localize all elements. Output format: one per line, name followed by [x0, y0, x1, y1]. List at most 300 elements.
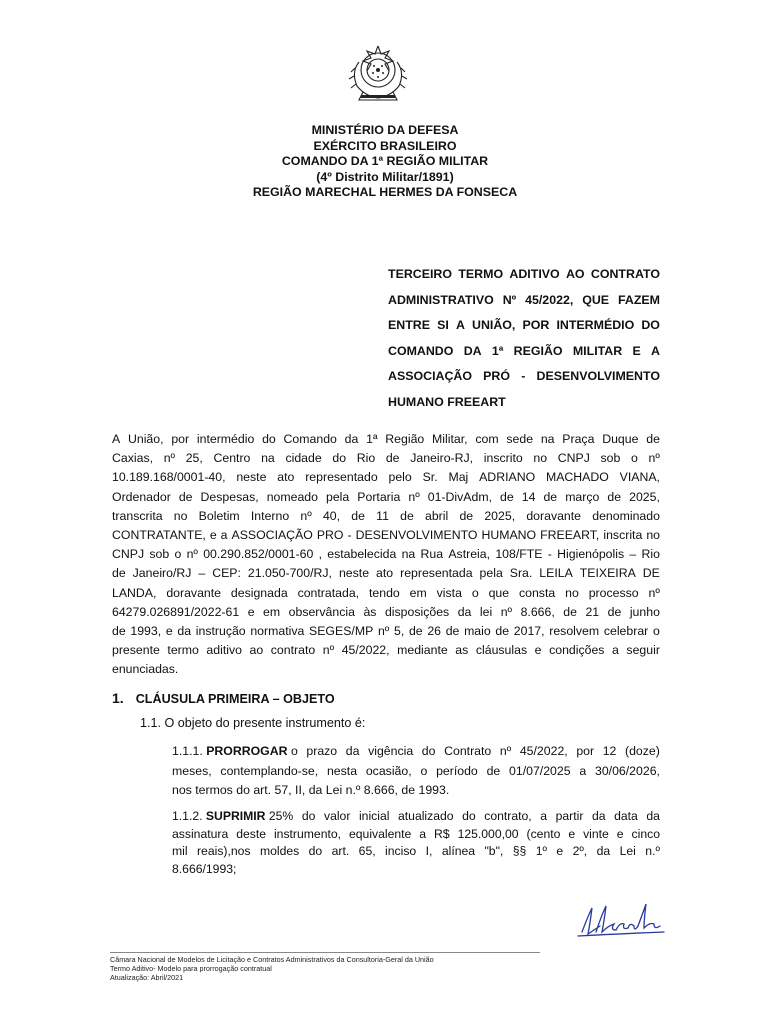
word: 2025, [629, 489, 660, 504]
word: cinco [631, 826, 660, 841]
word: presente [112, 643, 160, 658]
word: CONTRATANTE, [112, 528, 206, 543]
word: a [612, 643, 619, 658]
word: da [177, 624, 192, 639]
word: HUMANO FREEART [388, 394, 506, 409]
word: instrumento, [273, 826, 342, 841]
word: vista [436, 585, 462, 600]
word: A [112, 432, 121, 446]
preamble-paragraph [112, 430, 660, 680]
word: de [459, 508, 474, 523]
word: Duque [602, 432, 639, 446]
item-number: 1.1.1. [172, 744, 203, 758]
word: que [488, 585, 510, 600]
word: nº [648, 451, 660, 466]
word: lei [479, 604, 493, 619]
word: ato [277, 470, 295, 485]
word: vinte [583, 826, 609, 841]
word: 01-DivAdm, [427, 489, 492, 504]
word: CEP: [212, 566, 241, 581]
word: sob [600, 451, 621, 466]
word: e [534, 643, 542, 658]
item-keyword: SUPRIMIR [205, 809, 266, 823]
item-number: 1.1.2. [172, 809, 203, 823]
word: o [174, 547, 182, 562]
word: da [646, 809, 660, 823]
word: nº [186, 547, 198, 562]
word: LANDA, [112, 585, 157, 600]
word: por [171, 432, 190, 446]
text-line [388, 364, 660, 390]
word: I, [425, 844, 433, 858]
item-1-1: 1.1. O objeto do presente instrumento é: [140, 716, 366, 730]
word: Nº [502, 292, 517, 307]
word: – [629, 547, 637, 562]
word: Ordenador [112, 489, 171, 504]
word: no [533, 451, 548, 466]
word: Interno [250, 508, 290, 523]
word: , [318, 547, 322, 562]
word: União, [127, 432, 164, 446]
word: (cento [526, 826, 561, 841]
word: cidade [285, 451, 322, 466]
word: - [547, 547, 552, 562]
word: condições [549, 643, 605, 658]
word: 11 [376, 508, 389, 523]
word: instrução [195, 624, 246, 639]
word: Janeiro-RJ, [410, 451, 474, 466]
text-line [112, 449, 660, 468]
word: ocasião, [365, 763, 412, 778]
word: 1ª [491, 343, 504, 358]
word: de [112, 566, 126, 581]
word: POR [522, 318, 550, 332]
word: Região [385, 432, 425, 446]
contract-summary [388, 262, 660, 415]
page-footer [110, 955, 434, 982]
word: nº [377, 624, 390, 639]
word: 21 [585, 604, 600, 619]
clause-number: 1. [112, 690, 124, 706]
word: do [332, 451, 347, 466]
word: DE [642, 566, 660, 581]
word: - [521, 369, 526, 383]
word: abril [425, 508, 449, 523]
word: 26 [427, 624, 441, 639]
word: A [651, 343, 660, 358]
word: na [261, 451, 275, 466]
text-line [172, 843, 660, 861]
word: Sr. [422, 470, 438, 485]
word: de [351, 508, 365, 523]
word: TERMO [458, 267, 504, 281]
word: SI [437, 318, 449, 332]
footer-line: Atualização: Abril/2021 [110, 973, 184, 982]
word: nomeado [266, 489, 318, 504]
word: com [475, 432, 499, 446]
text-line [172, 826, 660, 844]
letterhead [200, 123, 570, 201]
word: MILITAR [572, 343, 623, 358]
item-1-1-2 [172, 808, 660, 878]
word: REGIÃO [513, 343, 563, 358]
word: 21.050-700/RJ, [247, 566, 332, 581]
word: 45/2022, [341, 643, 390, 658]
word: o [420, 763, 428, 778]
word: CNPJ [557, 451, 590, 466]
letterhead-line: MINISTÉRIO DA DEFESA [311, 123, 459, 137]
word: COMANDO [388, 343, 454, 358]
word: 2025, [484, 508, 516, 523]
word: consta [518, 585, 556, 600]
word: Rua [420, 547, 444, 562]
word: alínea [441, 844, 476, 858]
footer-line: Termo Aditivo- Modelo para prorrogação contratual [110, 964, 272, 973]
text-line [172, 808, 660, 826]
clause-title: CLÁUSULA PRIMEIRA – OBJETO [135, 692, 335, 706]
text-line [112, 430, 660, 449]
word: 10.189.168/0001-40, [112, 470, 226, 485]
word: nos termos do art. 57, II, da Lei n.º 8.666, de 1993. [172, 783, 450, 797]
word: contrato, [484, 809, 532, 823]
word: prazo [306, 744, 338, 758]
letterhead-line: COMANDO DA 1ª REGIÃO MILITAR [281, 154, 489, 168]
word: nº [408, 489, 420, 504]
word: valor [323, 809, 351, 823]
word: ADRIANO [479, 470, 536, 485]
word: doravante [166, 585, 222, 600]
word: nesta [326, 763, 358, 778]
word: em [263, 604, 281, 619]
word: sob [149, 547, 170, 562]
word: ADITIVO [509, 267, 560, 281]
word: de [400, 508, 414, 523]
word: Sra. [509, 566, 533, 581]
word: 125.000,00 [457, 826, 519, 841]
word: nº [499, 744, 512, 758]
word: nº [500, 604, 513, 619]
word: Higienópolis [557, 547, 625, 562]
word: estabelecida [327, 547, 397, 562]
word: da [344, 432, 359, 446]
text-line [112, 507, 660, 526]
word: o [471, 585, 479, 600]
letterhead-line: REGIÃO MARECHAL HERMES DA FONSECA [252, 185, 518, 199]
word: – [198, 566, 206, 581]
word: tendo [368, 585, 400, 600]
text-line [172, 742, 660, 762]
word: n.º [645, 844, 660, 858]
word: e [568, 826, 576, 841]
word: do [421, 744, 436, 758]
word: ASSOCIAÇÃO [231, 528, 313, 543]
word: aditivo [206, 643, 242, 658]
word: inicial [358, 809, 390, 823]
word: Rio [356, 451, 376, 466]
word: "b", [484, 844, 504, 858]
word: VIANA, [619, 470, 660, 485]
word: processo [588, 585, 639, 600]
word: TEIXEIRA [579, 566, 636, 581]
word: meses, [172, 763, 212, 778]
word: de [178, 489, 193, 504]
word: da [596, 844, 611, 858]
text-line [112, 488, 660, 507]
word: da [457, 604, 472, 619]
text-line [112, 526, 660, 545]
word: 25% [268, 809, 294, 823]
word: 2017, [513, 624, 545, 639]
item-keyword: PRORROGAR [206, 744, 288, 758]
word: da [345, 744, 360, 758]
word: do [262, 432, 276, 446]
word: (doze) [625, 744, 660, 758]
letterhead-line: EXÉRCITO BRASILEIRO [313, 138, 457, 153]
word: assinatura [172, 826, 229, 841]
word: pelo [388, 470, 412, 485]
text-line [388, 262, 660, 288]
word: CONTRATO [590, 267, 660, 281]
word: SEGES/MP [309, 624, 374, 639]
word: na [540, 432, 555, 446]
word: ASSOCIAÇÃO [388, 369, 472, 383]
word: 14 [521, 489, 536, 504]
word: março [565, 489, 600, 504]
word: de [607, 604, 622, 619]
item-1-1-1 [172, 742, 660, 801]
word: 12 [602, 744, 617, 758]
item-lead [172, 742, 298, 762]
word: neste [338, 566, 370, 581]
word: DO [641, 318, 660, 332]
word: Lei [619, 844, 636, 858]
word: representado [305, 470, 378, 485]
word: contemplando-se, [220, 763, 319, 778]
word: neste [236, 470, 267, 485]
word: inscrita [603, 528, 643, 543]
word: o [631, 451, 638, 466]
text-line [112, 622, 660, 641]
word: DESENVOLVIMENTO [536, 369, 660, 383]
word: cláusulas [475, 643, 528, 658]
text-line [112, 603, 660, 622]
word: e [165, 624, 173, 639]
word: e [247, 604, 255, 619]
word: nº [163, 451, 176, 466]
word: R$ [434, 826, 450, 841]
word: Comando [283, 432, 337, 446]
word: 01/07/2025 [509, 763, 571, 778]
word: a [419, 826, 427, 841]
word: designada [230, 585, 288, 600]
word: Astreia, [448, 547, 491, 562]
word: ENTRE [388, 318, 430, 332]
word: contratada, [297, 585, 360, 600]
word: Maj [448, 470, 469, 485]
word: mediante [397, 643, 448, 658]
word: 45/2022, [519, 744, 568, 758]
word: o [290, 744, 298, 758]
word: AO [565, 267, 585, 281]
word: transcrita [112, 508, 163, 523]
text-line [388, 339, 660, 365]
word: mil [172, 844, 188, 858]
word: a [220, 528, 228, 543]
word: do [301, 809, 316, 823]
word: 8.666, [520, 604, 555, 619]
word: de [500, 489, 514, 504]
word: 00.290.852/0001-60 [203, 547, 314, 562]
word: disposições [384, 604, 450, 619]
word: art. [331, 844, 350, 858]
word: LEILA [539, 566, 573, 581]
text-line [172, 861, 660, 879]
word: MACHADO [545, 470, 609, 485]
word: celebrar [603, 624, 649, 639]
word: sede [506, 432, 534, 446]
word: TERCEIRO [388, 267, 453, 281]
word: da [591, 809, 606, 823]
word: de [385, 451, 400, 466]
word: §§ [512, 844, 527, 858]
item-lead [172, 808, 293, 826]
word: nº [322, 643, 335, 658]
word: Rio [641, 547, 660, 562]
word: observância [288, 604, 355, 619]
word: de [646, 432, 660, 446]
word: resolvem [549, 624, 600, 639]
word: no [646, 528, 660, 543]
text-line [112, 545, 660, 564]
word: inscrito [483, 451, 523, 466]
word: normativa [250, 624, 305, 639]
word: o [652, 624, 660, 639]
word: e [556, 844, 564, 858]
handwritten-signature-icon [574, 896, 670, 942]
text-line [112, 564, 660, 583]
word: DESENVOLVIMENTO [355, 528, 478, 543]
word: FAZEM [617, 292, 660, 307]
coat-of-arms-seal-icon [345, 42, 411, 104]
word: de [112, 624, 126, 639]
word: A [455, 318, 465, 332]
word: no [565, 585, 579, 600]
word: ADMINISTRATIVO [388, 292, 494, 307]
word: 5, [393, 624, 405, 639]
word: CNPJ [112, 547, 145, 562]
word: ato [376, 566, 394, 581]
word: moldes [259, 844, 300, 858]
word: junho [629, 604, 660, 619]
word: PRÓ [483, 369, 511, 383]
word: Militar, [432, 432, 468, 446]
text-line [112, 468, 660, 487]
footer-divider [110, 952, 540, 953]
word: vigência [368, 744, 414, 758]
word: contrato [270, 643, 316, 658]
word: doravante [526, 508, 582, 523]
word: 2º, [572, 844, 588, 858]
word: 1º [535, 844, 547, 858]
word: data [614, 809, 638, 823]
word: representada [400, 566, 473, 581]
word: a [540, 809, 548, 823]
word: 108/FTE [495, 547, 543, 562]
word: de [408, 624, 423, 639]
footer-line: Câmara Nacional de Modelos de Licitação e Contratos Administrativos da Consultoria-Geral da União [110, 955, 434, 964]
word: UNIÃO, [472, 318, 516, 332]
word: ao [249, 643, 264, 658]
word: QUE [582, 292, 610, 307]
word: pela [326, 489, 350, 504]
word: Portaria [357, 489, 401, 504]
word: Caxias, [112, 451, 154, 466]
word: a [579, 763, 587, 778]
word: pela [479, 566, 503, 581]
word: em [409, 585, 427, 600]
word: Contrato [444, 744, 492, 758]
word: DA [463, 343, 482, 358]
word: equivalente [348, 826, 412, 841]
text-line [388, 313, 660, 339]
word: termo [167, 643, 199, 658]
word: intermédio [196, 432, 255, 446]
word: 45/2022, [525, 292, 574, 307]
word: de [607, 489, 622, 504]
word: FREEART, [540, 528, 600, 543]
word: PRO [316, 528, 344, 543]
text-line [172, 781, 660, 801]
word: as [455, 643, 469, 658]
word: atualizado [398, 809, 454, 823]
word: maio [464, 624, 491, 639]
word: do [308, 844, 323, 858]
text-line [388, 390, 660, 416]
word: 40, [322, 508, 341, 523]
clause-heading [112, 690, 335, 706]
word: - [347, 528, 352, 543]
word: 8.666/1993; [172, 861, 237, 876]
word: de [445, 624, 460, 639]
word: 25, [185, 451, 203, 466]
word: de [495, 624, 510, 639]
text-line [172, 762, 660, 782]
word: do [462, 809, 476, 823]
word: Praça [562, 432, 595, 446]
word: enunciadas. [112, 662, 179, 677]
word: por [576, 744, 595, 758]
word: 30/06/2026, [594, 763, 660, 778]
word: 65, [358, 844, 376, 858]
word: seguir [626, 643, 660, 658]
word: Janeiro/RJ [132, 566, 192, 581]
word: 1ª [366, 432, 378, 446]
word: na [401, 547, 416, 562]
word: HUMANO [481, 528, 537, 543]
word: partir [555, 809, 584, 823]
word: de [543, 489, 558, 504]
word: Boletim [198, 508, 240, 523]
word: inciso [385, 844, 417, 858]
word: 64279.026891/2022-61 [112, 604, 240, 619]
word: nº [648, 585, 660, 600]
word: de [486, 763, 501, 778]
word: deste [236, 826, 267, 841]
word: nº [300, 508, 312, 523]
word: às [363, 604, 377, 619]
word: período [436, 763, 478, 778]
word: denominado [592, 508, 660, 523]
